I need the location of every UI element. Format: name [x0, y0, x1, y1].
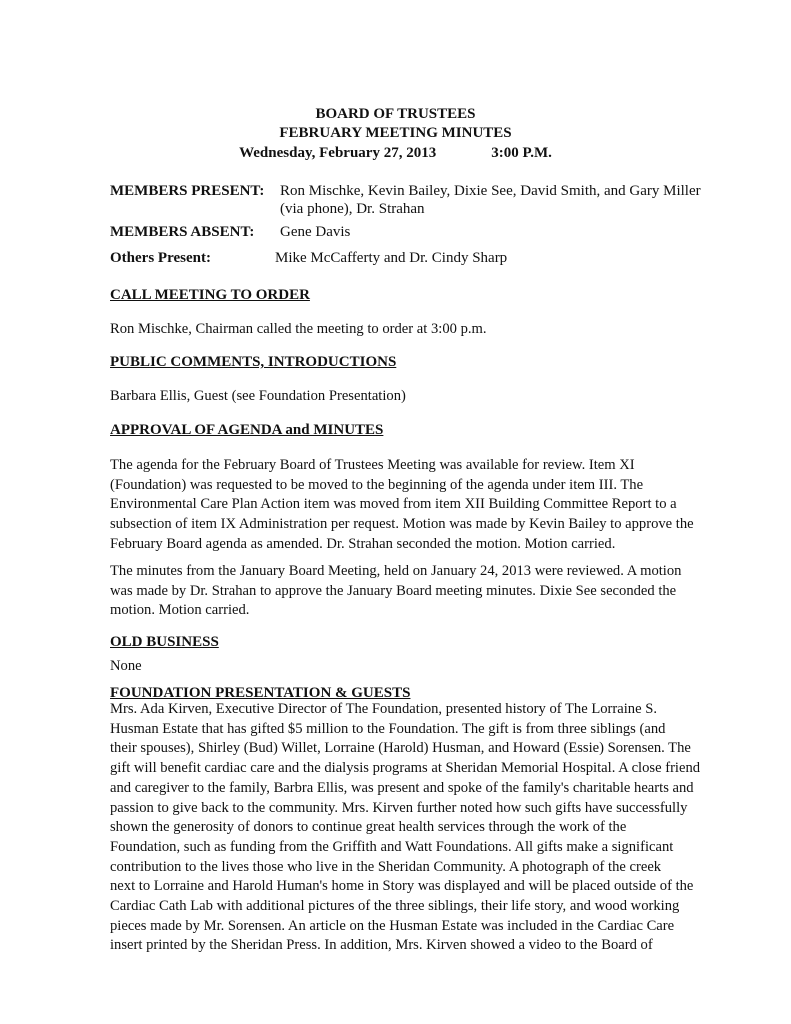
text-line: their spouses), Shirley (Bud) Willet, Lorraine (Harold) Husman, and Howard (Essie) Sorensen. The [110, 740, 691, 757]
approval-paragraph-2 [110, 562, 690, 621]
text-line: Cardiac Cath Lab with additional pictures of the three siblings, their life story, and wood working [110, 898, 680, 915]
text-line: pieces made by Mr. Sorensen. An article on the Husman Estate was included in the Cardiac Care [110, 917, 675, 934]
heading-public-comments: PUBLIC COMMENTS, INTRODUCTIONS [110, 354, 397, 370]
text-line: (Foundation) was requested to be moved to the beginning of the agenda under item III. The [110, 476, 644, 493]
text-line: gift will benefit cardiac care and the dialysis programs at Sheridan Memorial Hospital. A close friend [110, 760, 701, 777]
text-line: contribution to the lives those who live in the Sheridan Community. A photograph of the creek [110, 858, 662, 875]
text-line: February Board agenda as amended. Dr. Strahan seconded the motion. Motion carried. [110, 535, 616, 552]
text-line: Barbara Ellis, Guest (see Foundation Presentation) [110, 388, 406, 404]
text-line: shown the generosity of donors to continue great health services through the work of the [110, 819, 627, 836]
old-business-text [110, 657, 690, 677]
members-absent-value: Gene Davis [280, 224, 351, 240]
others-present-value: Mike McCafferty and Dr. Cindy Sharp [275, 250, 508, 266]
heading-approval: APPROVAL OF AGENDA and MINUTES [110, 422, 384, 438]
text-line: The agenda for the February Board of Trustees Meeting was available for review. Item XI [110, 457, 635, 473]
others-present-label: Others Present: [110, 250, 211, 266]
members-present-label: MEMBERS PRESENT: [110, 183, 265, 199]
doc-title: BOARD OF TRUSTEES [315, 106, 476, 122]
text-line: motion. Motion carried. [110, 602, 250, 619]
text-line: Environmental Care Plan Action item was moved from item XII Building Committee Report to a [110, 496, 677, 513]
text-line: insert printed by the Sheridan Press. In addition, Mrs. Kirven showed a video to the Board of [110, 937, 653, 954]
text-line: Foundation, such as funding from the Griffith and Watt Foundations. All gifts make a significant [110, 838, 674, 855]
text-line: The minutes from the January Board Meeting, held on January 24, 2013 were reviewed. A motion [110, 563, 682, 579]
members-present-line-1: Ron Mischke, Kevin Bailey, Dixie See, David Smith, and Gary Miller [280, 183, 701, 199]
text-line: Ron Mischke, Chairman called the meeting to order at 3:00 p.m. [110, 321, 487, 337]
text-line: subsection of item IX Administration per request. Motion was made by Kevin Bailey to approve the [110, 516, 694, 533]
public-comments-text [110, 387, 690, 407]
approval-paragraph-1 [110, 456, 694, 555]
doc-subtitle: FEBRUARY MEETING MINUTES [279, 125, 512, 141]
text-line: None [110, 658, 142, 674]
text-line: Mrs. Ada Kirven, Executive Director of The Foundation, presented history of The Lorraine S. [110, 701, 657, 717]
call-to-order-text [110, 320, 690, 340]
heading-foundation: FOUNDATION PRESENTATION & GUESTS [110, 685, 411, 701]
heading-old-business: OLD BUSINESS [110, 634, 219, 650]
text-line: and caregiver to the family, Barbra Ellis, was present and spoke of the family's charitable hearts and [110, 779, 694, 796]
text-line: was made by Dr. Strahan to approve the January Board meeting minutes. Dixie See seconded the [110, 582, 677, 599]
foundation-paragraph [110, 700, 701, 956]
text-line: next to Lorraine and Harold Human's home in Story was displayed and will be placed outside of the [110, 878, 694, 895]
heading-call-to-order: CALL MEETING TO ORDER [110, 287, 310, 303]
text-line: passion to give back to the community. Mrs. Kirven further noted how such gifts have successfully [110, 799, 688, 816]
meeting-date: Wednesday, February 27, 2013 [239, 145, 437, 161]
members-present-line-2: (via phone), Dr. Strahan [280, 201, 425, 217]
meeting-time: 3:00 P.M. [491, 145, 552, 161]
text-line: Husman Estate that has gifted $5 million to the Foundation. The gift is from three siblings (and [110, 720, 666, 737]
meeting-datetime [0, 145, 791, 162]
members-absent-label: MEMBERS ABSENT: [110, 224, 255, 240]
